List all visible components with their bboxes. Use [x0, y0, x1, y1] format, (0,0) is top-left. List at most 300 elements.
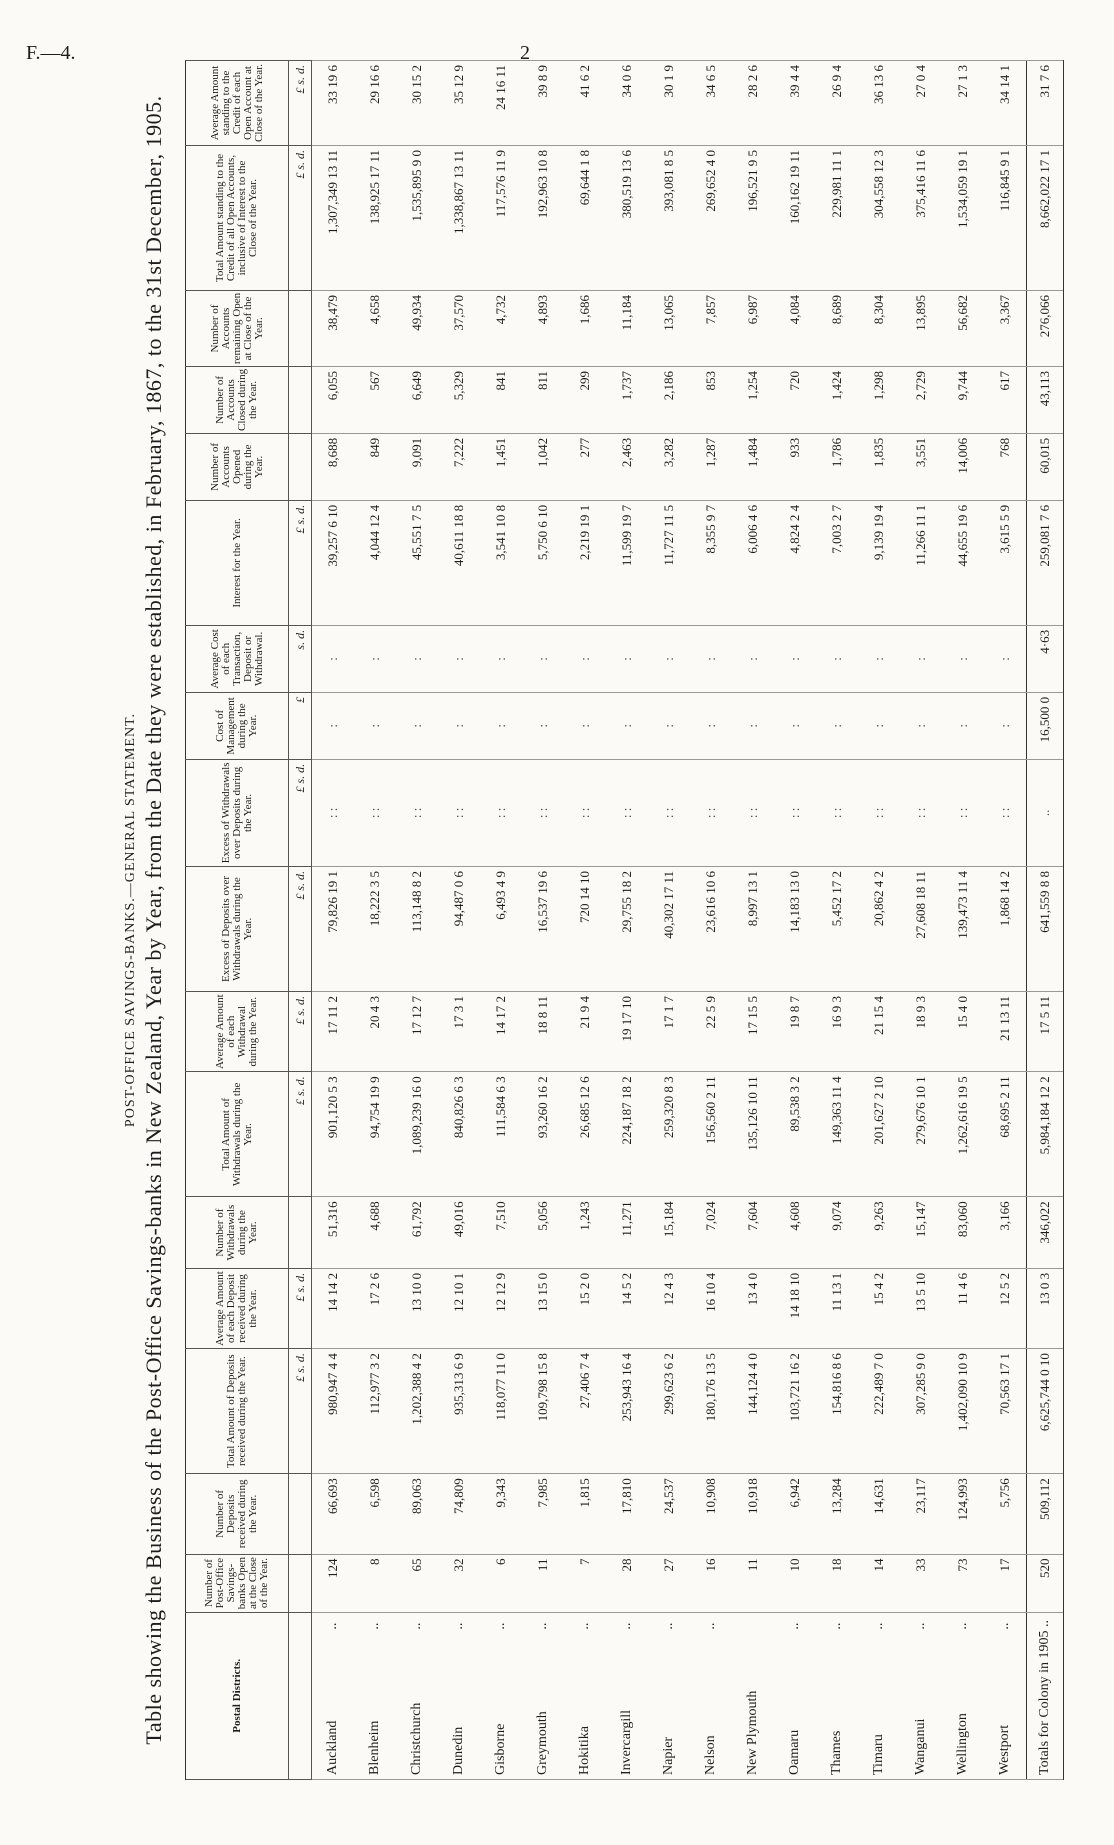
cell-opened: 1,484 — [732, 433, 774, 500]
cell-banks: 18 — [816, 1554, 858, 1612]
cell-withdrawals-no: 9,263 — [858, 1197, 900, 1268]
district-name: Napier — [661, 1736, 676, 1775]
cell-withdrawals-no: 3,166 — [984, 1197, 1027, 1268]
cell-district: New Plymouth — [732, 1612, 774, 1779]
cell-opened: 277 — [564, 433, 606, 500]
unit-cell — [289, 1554, 312, 1612]
leader-dots: .. — [325, 1622, 340, 1630]
cell-withdrawal-avg: 15 4 0 — [942, 992, 984, 1072]
cell-deposit-avg: 15 2 0 — [564, 1268, 606, 1348]
page-reference: F.—4. — [26, 42, 76, 64]
cell-interest: 259,081 7 6 — [1027, 500, 1064, 625]
cell-cost-avg: : — [354, 625, 396, 692]
column-header-10: Cost of Management during the Year. — [186, 692, 289, 759]
cell-open-close: 49,934 — [396, 291, 438, 367]
cell-deposits-amt: 112,977 3 2 — [354, 1349, 396, 1474]
cell-closed: 720 — [774, 366, 816, 433]
cell-cost-avg: : — [648, 625, 690, 692]
cell-withdrawal-avg: 20 4 3 — [354, 992, 396, 1072]
cell-banks: 33 — [900, 1554, 942, 1612]
unit-cell — [289, 1612, 312, 1779]
cell-credit-avg: 34 6 5 — [690, 61, 732, 146]
cell-deposit-avg: 13 5 10 — [900, 1268, 942, 1348]
cell-withdrawal-avg: 17 1 7 — [648, 992, 690, 1072]
cell-cost-avg: : — [732, 625, 774, 692]
cell-opened: 3,282 — [648, 433, 690, 500]
cell-excess-dep: 16,537 19 6 — [522, 866, 564, 991]
cell-banks: 32 — [438, 1554, 480, 1612]
cell-closed: 841 — [480, 366, 522, 433]
cell-cost-avg: : — [564, 625, 606, 692]
cell-cost-avg: : — [774, 625, 816, 692]
cell-opened: 60,015 — [1027, 433, 1064, 500]
cell-credit-total: 393,081 8 5 — [648, 145, 690, 290]
unit-cell — [289, 1474, 312, 1554]
cell-open-close: 8,689 — [816, 291, 858, 367]
cell-cost-avg: : — [480, 625, 522, 692]
cell-open-close: 37,570 — [438, 291, 480, 367]
cell-interest: 4,824 2 4 — [774, 500, 816, 625]
unit-cell — [289, 1197, 312, 1268]
column-header-15: Number of Accounts remaining Open at Close of the Year. — [186, 291, 289, 367]
cell-opened: 768 — [984, 433, 1027, 500]
cell-interest: 3,615 5 9 — [984, 500, 1027, 625]
cell-deposit-avg: 16 10 4 — [690, 1268, 732, 1348]
table-row — [984, 61, 1027, 1780]
cell-deposits-amt: 103,721 16 2 — [774, 1349, 816, 1474]
table-row — [774, 61, 816, 1780]
cell-credit-avg: 29 16 6 — [354, 61, 396, 146]
leader-dots: .. — [577, 1622, 592, 1630]
table-heading: POST-OFFICE SAVINGS-BANKS.—GENERAL STATEMENT. — [123, 712, 138, 1128]
table-row — [858, 61, 900, 1780]
cell-open-close: 8,304 — [858, 291, 900, 367]
cell-credit-total: 196,521 9 5 — [732, 145, 774, 290]
cell-open-close: 7,857 — [690, 291, 732, 367]
cell-withdrawals-amt: 89,538 3 2 — [774, 1072, 816, 1197]
cell-withdrawals-amt: 901,120 5 3 — [312, 1072, 355, 1197]
cell-district — [312, 1612, 355, 1779]
cell-withdrawals-no: 49,016 — [438, 1197, 480, 1268]
cell-credit-total: 375,416 11 6 — [900, 145, 942, 290]
cell-deposits-no: 509,112 — [1027, 1474, 1064, 1554]
cell-cost: : — [606, 692, 648, 759]
cell-deposits-amt: 253,943 16 4 — [606, 1349, 648, 1474]
cell-opened: 1,451 — [480, 433, 522, 500]
cell-deposits-no: 23,117 — [900, 1474, 942, 1554]
cell-opened: 1,287 — [690, 433, 732, 500]
cell-excess-wd: : : — [354, 759, 396, 866]
table-row — [900, 61, 942, 1780]
column-header-0: Postal Districts. — [186, 1612, 289, 1779]
cell-excess-wd: : : — [900, 759, 942, 866]
cell-credit-total: 1,534,059 19 1 — [942, 145, 984, 290]
cell-district — [606, 1612, 648, 1779]
cell-interest: 11,266 11 1 — [900, 500, 942, 625]
column-header-13: Number of Accounts Opened during the Year. — [186, 433, 289, 500]
cell-excess-wd: : : — [774, 759, 816, 866]
cell-cost: : — [312, 692, 355, 759]
cell-deposits-amt: 144,124 4 0 — [732, 1349, 774, 1474]
cell-deposits-no: 14,631 — [858, 1474, 900, 1554]
cell-deposit-avg: 12 12 9 — [480, 1268, 522, 1348]
cell-withdrawals-no: 11,271 — [606, 1197, 648, 1268]
cell-banks: 6 — [480, 1554, 522, 1612]
cell-withdrawals-amt: 279,676 10 1 — [900, 1072, 942, 1197]
cell-withdrawals-no: 346,022 — [1027, 1197, 1064, 1268]
cell-excess-wd: : : — [396, 759, 438, 866]
cell-cost-avg: : — [942, 625, 984, 692]
cell-excess-dep: 1,868 14 2 — [984, 866, 1027, 991]
column-header-3: Total Amount of Deposits received during the Year. — [186, 1349, 289, 1474]
cell-banks: 73 — [942, 1554, 984, 1612]
cell-withdrawals-no: 15,147 — [900, 1197, 942, 1268]
cell-open-close: 1,686 — [564, 291, 606, 367]
cell-credit-total: 229,981 11 1 — [816, 145, 858, 290]
cell-credit-total: 69,644 1 8 — [564, 145, 606, 290]
cell-excess-dep: 23,616 10 6 — [690, 866, 732, 991]
cell-banks: 520 — [1027, 1554, 1064, 1612]
unit-cell: s. d. — [289, 625, 312, 692]
cell-deposits-amt: 222,489 7 0 — [858, 1349, 900, 1474]
cell-excess-dep: 5,452 17 2 — [816, 866, 858, 991]
cell-excess-wd: : : — [690, 759, 732, 866]
cell-banks: 11 — [522, 1554, 564, 1612]
cell-banks: 27 — [648, 1554, 690, 1612]
cell-open-close: 13,895 — [900, 291, 942, 367]
cell-excess-wd: : : — [438, 759, 480, 866]
cell-deposits-amt: 154,816 8 6 — [816, 1349, 858, 1474]
cell-withdrawals-amt: 224,187 18 2 — [606, 1072, 648, 1197]
cell-withdrawal-avg: 21 15 4 — [858, 992, 900, 1072]
cell-deposits-no: 89,063 — [396, 1474, 438, 1554]
cell-deposit-avg: 14 18 10 — [774, 1268, 816, 1348]
cell-district — [690, 1612, 732, 1779]
cell-withdrawals-amt: 201,627 2 10 — [858, 1072, 900, 1197]
table-row — [564, 61, 606, 1780]
unit-cell: £ s. d. — [289, 61, 312, 146]
cell-opened: 8,688 — [312, 433, 355, 500]
cell-credit-total: 117,576 11 9 — [480, 145, 522, 290]
cell-closed: 43,113 — [1027, 366, 1064, 433]
cell-opened: 849 — [354, 433, 396, 500]
cell-open-close: 56,682 — [942, 291, 984, 367]
cell-open-close: 4,893 — [522, 291, 564, 367]
district-name: Greymouth — [535, 1711, 550, 1775]
column-header-8: Excess of Deposits over Withdrawals during the Year. — [186, 866, 289, 991]
cell-credit-avg: 41 6 2 — [564, 61, 606, 146]
cell-excess-wd: : : — [522, 759, 564, 866]
cell-withdrawals-no: 7,510 — [480, 1197, 522, 1268]
cell-credit-avg: 30 1 9 — [648, 61, 690, 146]
cell-excess-wd: : : — [648, 759, 690, 866]
cell-open-close: 3,367 — [984, 291, 1027, 367]
cell-cost-avg: : — [438, 625, 480, 692]
cell-interest: 2,219 19 1 — [564, 500, 606, 625]
district-name: Gisborne — [493, 1723, 508, 1775]
cell-deposits-no: 17,810 — [606, 1474, 648, 1554]
cell-withdrawals-no: 7,024 — [690, 1197, 732, 1268]
cell-deposits-no: 10,918 — [732, 1474, 774, 1554]
cell-credit-total: 138,925 17 11 — [354, 145, 396, 290]
cell-deposit-avg: 13 10 0 — [396, 1268, 438, 1348]
cell-excess-wd: : : — [732, 759, 774, 866]
cell-withdrawals-amt: 26,685 12 6 — [564, 1072, 606, 1197]
cell-district — [900, 1612, 942, 1779]
cell-closed: 1,424 — [816, 366, 858, 433]
unit-cell: £ s. d. — [289, 1072, 312, 1197]
cell-credit-avg: 34 0 6 — [606, 61, 648, 146]
cell-cost: : — [522, 692, 564, 759]
cell-district — [396, 1612, 438, 1779]
cell-open-close: 38,479 — [312, 291, 355, 367]
cell-deposit-avg: 13 4 0 — [732, 1268, 774, 1348]
cell-excess-dep: 8,997 13 1 — [732, 866, 774, 991]
unit-cell — [289, 291, 312, 367]
cell-credit-avg: 39 4 4 — [774, 61, 816, 146]
page-number: 2 — [520, 42, 530, 64]
cell-credit-total: 269,652 4 0 — [690, 145, 732, 290]
cell-credit-avg: 36 13 6 — [858, 61, 900, 146]
leader-dots: .. — [451, 1622, 466, 1630]
cell-excess-dep: 139,473 11 4 — [942, 866, 984, 991]
cell-deposit-avg: 11 13 1 — [816, 1268, 858, 1348]
leader-dots: .. — [661, 1622, 676, 1630]
leader-dots: .. — [619, 1622, 634, 1630]
cell-open-close: 4,084 — [774, 291, 816, 367]
unit-cell: £ s. d. — [289, 759, 312, 866]
rotated-table-page — [105, 50, 1114, 1790]
cell-interest: 44,655 19 6 — [942, 500, 984, 625]
column-header-14: Number of Accounts Closed during the Year. — [186, 366, 289, 433]
cell-withdrawal-avg: 17 3 1 — [438, 992, 480, 1072]
cell-credit-avg: 27 0 4 — [900, 61, 942, 146]
cell-excess-wd: : : — [606, 759, 648, 866]
table-row — [396, 61, 438, 1780]
cell-deposit-avg: 12 5 2 — [984, 1268, 1027, 1348]
cell-deposit-avg: 15 4 2 — [858, 1268, 900, 1348]
cell-deposits-amt: 307,285 9 0 — [900, 1349, 942, 1474]
district-name: Timaru — [871, 1734, 886, 1775]
table-row — [690, 61, 732, 1780]
cell-withdrawals-amt: 93,260 16 2 — [522, 1072, 564, 1197]
cell-credit-avg: 35 12 9 — [438, 61, 480, 146]
cell-district — [438, 1612, 480, 1779]
cell-deposits-no: 6,942 — [774, 1474, 816, 1554]
cell-excess-wd: : : — [858, 759, 900, 866]
cell-credit-total: 380,519 13 6 — [606, 145, 648, 290]
table-row — [732, 61, 774, 1780]
district-name: Thames — [829, 1730, 844, 1775]
unit-cell: £ — [289, 692, 312, 759]
cell-withdrawals-no: 83,060 — [942, 1197, 984, 1268]
cell-withdrawals-no: 61,792 — [396, 1197, 438, 1268]
cell-withdrawals-amt: 68,695 2 11 — [984, 1072, 1027, 1197]
cell-deposits-no: 1,815 — [564, 1474, 606, 1554]
cell-excess-wd: : : — [480, 759, 522, 866]
cell-withdrawals-amt: 156,560 2 11 — [690, 1072, 732, 1197]
cell-excess-dep: 29,755 18 2 — [606, 866, 648, 991]
cell-deposits-no: 6,598 — [354, 1474, 396, 1554]
cell-withdrawals-no: 1,243 — [564, 1197, 606, 1268]
cell-excess-dep: 720 14 10 — [564, 866, 606, 991]
cell-deposits-amt: 1,202,388 4 2 — [396, 1349, 438, 1474]
cell-withdrawal-avg: 17 15 5 — [732, 992, 774, 1072]
cell-deposit-avg: 17 2 6 — [354, 1268, 396, 1348]
cell-cost-avg: : — [858, 625, 900, 692]
cell-opened: 14,006 — [942, 433, 984, 500]
cell-opened: 1,042 — [522, 433, 564, 500]
column-header-12: Interest for the Year. — [186, 500, 289, 625]
cell-banks: 16 — [690, 1554, 732, 1612]
cell-withdrawals-amt: 94,754 19 9 — [354, 1072, 396, 1197]
cell-closed: 853 — [690, 366, 732, 433]
leader-dots: .. — [493, 1622, 508, 1630]
cell-credit-total: 116,845 9 1 — [984, 145, 1027, 290]
cell-withdrawals-amt: 135,126 10 11 — [732, 1072, 774, 1197]
district-name: Auckland — [325, 1720, 340, 1775]
cell-cost: : — [564, 692, 606, 759]
cell-deposit-avg: 11 4 6 — [942, 1268, 984, 1348]
cell-cost: : — [774, 692, 816, 759]
cell-withdrawals-amt: 840,826 6 3 — [438, 1072, 480, 1197]
table-row — [942, 61, 984, 1780]
cell-deposit-avg: 13 0 3 — [1027, 1268, 1064, 1348]
cell-interest: 39,257 6 10 — [312, 500, 355, 625]
cell-deposits-amt: 27,406 7 4 — [564, 1349, 606, 1474]
savings-bank-statement-table — [185, 60, 1064, 1780]
district-name: Blenheim — [367, 1720, 382, 1775]
cell-withdrawals-amt: 149,363 11 4 — [816, 1072, 858, 1197]
cell-banks: 65 — [396, 1554, 438, 1612]
cell-district — [816, 1612, 858, 1779]
cell-deposit-avg: 12 4 3 — [648, 1268, 690, 1348]
cell-banks: 10 — [774, 1554, 816, 1612]
cell-district — [480, 1612, 522, 1779]
cell-withdrawal-avg: 18 8 11 — [522, 992, 564, 1072]
cell-banks: 7 — [564, 1554, 606, 1612]
cell-open-close: 6,987 — [732, 291, 774, 367]
district-name: Oamaru — [787, 1729, 802, 1775]
cell-withdrawal-avg: 17 11 2 — [312, 992, 355, 1072]
cell-withdrawals-amt: 111,584 6 3 — [480, 1072, 522, 1197]
cell-excess-dep: 18,222 3 5 — [354, 866, 396, 991]
cell-closed: 9,744 — [942, 366, 984, 433]
cell-credit-avg: 24 16 11 — [480, 61, 522, 146]
cell-opened: 7,222 — [438, 433, 480, 500]
column-header-6: Total Amount of Withdrawals during the Year. — [186, 1072, 289, 1197]
district-name: Hokitika — [577, 1726, 592, 1775]
cell-excess-wd: : : — [312, 759, 355, 866]
cell-withdrawal-avg: 17 5 11 — [1027, 992, 1064, 1072]
cell-excess-dep: 6,493 4 9 — [480, 866, 522, 991]
cell-interest: 11,727 11 5 — [648, 500, 690, 625]
cell-deposit-avg: 12 10 1 — [438, 1268, 480, 1348]
table-row — [312, 61, 355, 1780]
cell-excess-wd: : : — [984, 759, 1027, 866]
unit-cell: £ s. d. — [289, 992, 312, 1072]
cell-interest: 9,139 19 4 — [858, 500, 900, 625]
unit-cell: £ s. d. — [289, 1268, 312, 1348]
cell-banks: 17 — [984, 1554, 1027, 1612]
cell-withdrawal-avg: 17 12 7 — [396, 992, 438, 1072]
leader-dots: .. — [829, 1622, 844, 1630]
cell-excess-dep: 20,862 4 2 — [858, 866, 900, 991]
cell-interest: 7,003 2 7 — [816, 500, 858, 625]
cell-deposit-avg: 14 14 2 — [312, 1268, 355, 1348]
cell-district — [564, 1612, 606, 1779]
cell-closed: 2,186 — [648, 366, 690, 433]
cell-credit-avg: 39 8 9 — [522, 61, 564, 146]
cell-closed: 5,329 — [438, 366, 480, 433]
cell-credit-avg: 30 15 2 — [396, 61, 438, 146]
cell-closed: 1,254 — [732, 366, 774, 433]
unit-cell: £ s. d. — [289, 1349, 312, 1474]
cell-withdrawals-no: 51,316 — [312, 1197, 355, 1268]
table-row — [480, 61, 522, 1780]
district-name: Christchurch — [409, 1702, 424, 1775]
cell-opened: 1,786 — [816, 433, 858, 500]
cell-deposits-amt: 70,563 17 1 — [984, 1349, 1027, 1474]
district-name: Wellington — [955, 1713, 970, 1775]
cell-excess-dep: 40,302 17 11 — [648, 866, 690, 991]
cell-interest: 40,611 18 8 — [438, 500, 480, 625]
cell-deposits-no: 74,809 — [438, 1474, 480, 1554]
cell-opened: 2,463 — [606, 433, 648, 500]
cell-withdrawals-no: 4,608 — [774, 1197, 816, 1268]
cell-withdrawals-no: 7,604 — [732, 1197, 774, 1268]
cell-banks: 14 — [858, 1554, 900, 1612]
table-row — [438, 61, 480, 1780]
cell-cost: : — [816, 692, 858, 759]
cell-open-close: 11,184 — [606, 291, 648, 367]
cell-closed: 6,055 — [312, 366, 355, 433]
cell-deposits-amt: 1,402,090 10 9 — [942, 1349, 984, 1474]
cell-excess-dep: 14,183 13 0 — [774, 866, 816, 991]
cell-deposits-amt: 180,176 13 5 — [690, 1349, 732, 1474]
cell-deposit-avg: 14 5 2 — [606, 1268, 648, 1348]
cell-credit-total: 1,338,867 13 11 — [438, 145, 480, 290]
cell-withdrawals-amt: 1,089,239 16 0 — [396, 1072, 438, 1197]
cell-cost-avg: : — [396, 625, 438, 692]
cell-open-close: 13,065 — [648, 291, 690, 367]
leader-dots: .. — [997, 1622, 1012, 1630]
leader-dots: .. — [409, 1622, 424, 1630]
cell-withdrawal-avg: 18 9 3 — [900, 992, 942, 1072]
cell-district: Totals for Colony in 1905 .. — [1027, 1612, 1064, 1779]
column-header-9: Excess of Withdrawals over Deposits during the Year. — [186, 759, 289, 866]
district-name: Westport — [997, 1724, 1012, 1775]
totals-row — [1027, 61, 1064, 1780]
cell-district — [648, 1612, 690, 1779]
cell-open-close: 4,658 — [354, 291, 396, 367]
cell-deposits-no: 13,284 — [816, 1474, 858, 1554]
cell-deposits-no: 5,756 — [984, 1474, 1027, 1554]
cell-credit-total: 304,558 12 3 — [858, 145, 900, 290]
cell-district — [774, 1612, 816, 1779]
cell-cost: 16,500 0 — [1027, 692, 1064, 759]
leader-dots: .. — [367, 1622, 382, 1630]
cell-interest: 8,355 9 7 — [690, 500, 732, 625]
cell-district — [984, 1612, 1027, 1779]
cell-interest: 11,599 19 7 — [606, 500, 648, 625]
table-row — [816, 61, 858, 1780]
cell-opened: 3,551 — [900, 433, 942, 500]
cell-deposit-avg: 13 15 0 — [522, 1268, 564, 1348]
leader-dots: .. — [913, 1622, 928, 1630]
cell-cost: : — [984, 692, 1027, 759]
cell-deposits-no: 24,537 — [648, 1474, 690, 1554]
